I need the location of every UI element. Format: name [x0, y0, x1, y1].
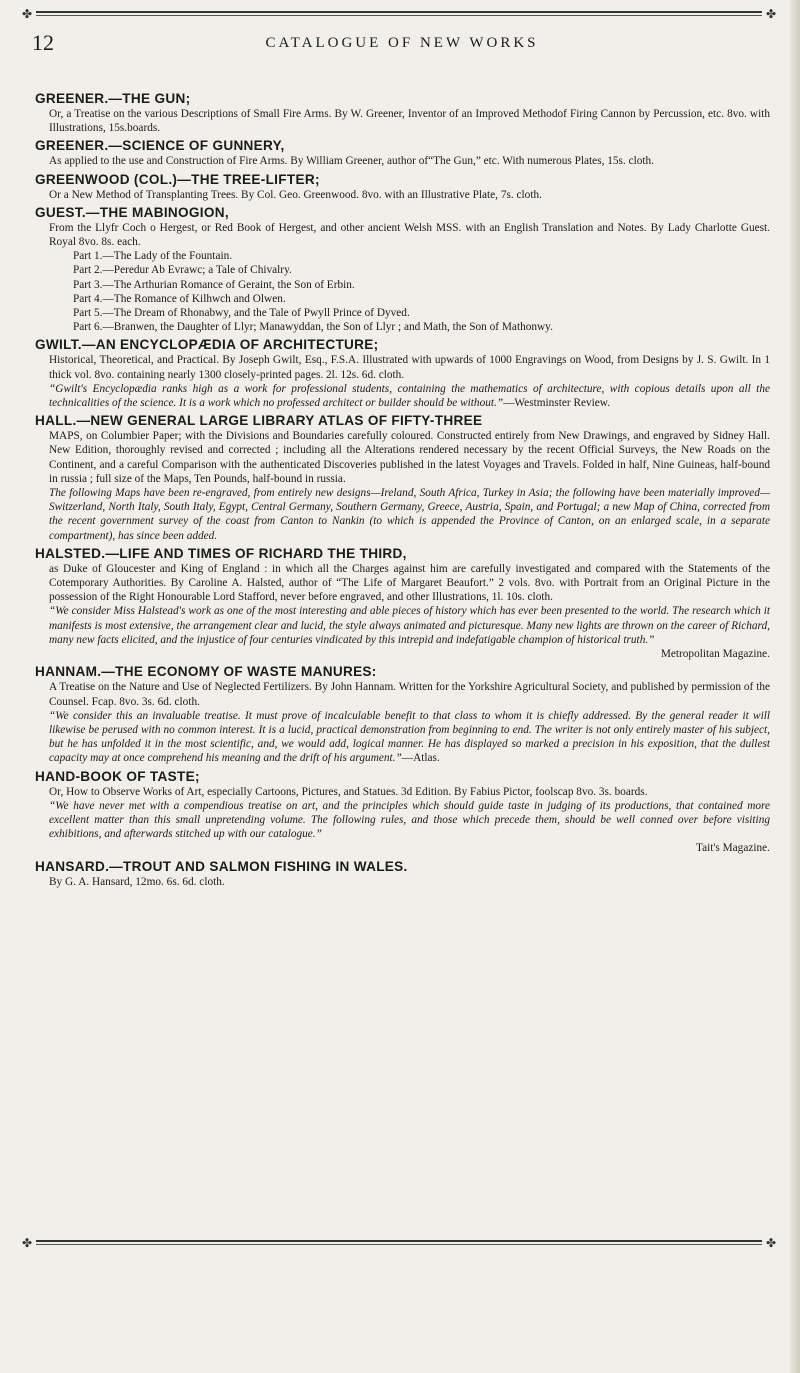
entry-description: Or, a Treatise on the various Descriptions of Small Fire Arms. By W. Greener, Inventor of an Improved Methodof Firing Cannon by Percussion, etc. 8vo. with Illustrations, 15s.boards. — [49, 108, 770, 135]
catalogue-entry — [35, 545, 770, 661]
entry-description: From the Llyfr Coch o Hergest, or Red Book of Hergest, and other ancient Welsh MSS. with an English Translation and Notes. By Lady Charlotte Guest. Royal 8vo. 8s. each. — [49, 221, 770, 249]
review-source: Metropolitan Magazine. — [660, 648, 770, 661]
entry-part-item: Part 3.—The Arthurian Romance of Geraint, the Son of Erbin. — [73, 278, 355, 291]
review-text: “We consider Miss Halstead's work as one of the most interesting and able pieces of history which has ever been presented to the world. The research which it manifests is most extensive, the arrangement clear and lucid, the style always animated and picturesque. Many new lights are thrown on the career of Richard, many new facts elicited, and the injustice of four centuries vindicated by this intrepid and indefatigable champion of historical truth.” — [49, 605, 770, 646]
scan-edge-shadow — [790, 0, 800, 1373]
entry-description: Or a New Method of Transplanting Trees. By Col. Geo. Greenwood. 8vo. with an Illustrative Plate, 7s. cloth. — [49, 188, 542, 201]
bottom-right-ornament-icon: ✤ — [765, 1236, 776, 1250]
review-source: —Atlas. — [401, 752, 440, 765]
entry-review-quote — [49, 709, 770, 766]
entry-heading: HAND-BOOK OF TASTE; — [35, 768, 200, 784]
entry-description: as Duke of Gloucester and King of England : in which all the Charges against him are carefully investigated and compared with the Statements of the Cotemporary Authorities. By Caroline A. Halsted, author of “The Life of Margaret Beaufort.” 2 vols. 8vo. with Portrait from an Original Picture in the possession of the Right Honourable Lord Stafford, never before engraved, and other Illustrations, 1l. 10s. cloth. — [49, 562, 770, 604]
entry-description: MAPS, on Columbier Paper; with the Divisions and Boundaries carefully coloured. Constructed entirely from New Drawings, and engraved by Sidney Hall. New Edition, thoroughly revised and corrected ; including all the Alterations rendered necessary by the recent Official Surveys, the New Roads on the Continent, and a careful Comparison with the authenticated Discoveries published in the latest Voyages and Travels. Folded in half, Nine Guineas, half-bound in russia ; full size of the Maps, Ten Pounds, half-bound in russia. — [49, 430, 770, 485]
entry-heading: GUEST.—THE MABINOGION, — [35, 204, 229, 220]
running-head: CATALOGUE OF NEW WORKS — [265, 35, 539, 51]
catalogue-entry — [35, 137, 770, 168]
entry-heading: HALSTED.—LIFE AND TIMES OF RICHARD THE THIRD, — [35, 545, 407, 561]
entry-part-item: Part 4.—The Romance of Kilhwch and Olwen. — [73, 292, 286, 305]
catalogue-entry — [35, 768, 770, 856]
catalogue-entry — [35, 412, 770, 543]
catalogue-entry — [35, 171, 770, 202]
review-text: The following Maps have been re-engraved, from entirely new designs—Ireland, South Africa, Turkey in Asia; the following have been materially improved—Switzerland, North Italy, South Italy, Egypt, Central Germany, Southern Germany, Greece, Austria, Spain, and Portugal; a new Map of China, corrected from the recent government survey of the coast from Canton to Nankin (to which is appended the Province of Canton, on an enlarged scale, in a separate compartment), has since been added. — [49, 487, 770, 542]
catalogue-entries — [35, 90, 770, 891]
left-ornament-icon: ✤ — [22, 7, 33, 21]
bottom-border-rule — [22, 1236, 776, 1250]
bottom-left-ornament-icon: ✤ — [22, 1236, 33, 1250]
entry-part-item: Part 5.—The Dream of Rhonabwy, and the Tale of Pwyll Prince of Dyved. — [73, 307, 410, 320]
review-text: “We consider this an invaluable treatise. It must prove of incalculable benefit to that class to whom it is chiefly addressed. By the general reader it will likewise be perused with no common interest. It is a lucid, practical demonstration from beginning to end. The writer is not only entirely master of his subject, but he has unfolded it in the most scientific, and, we would add, logical manner. He has displayed so marked a precision in his exposition, that the dullest capacity may at once comprehend his meaning and the drift of his argument.” — [49, 709, 770, 765]
entry-heading: HANSARD.—TROUT AND SALMON FISHING IN WALES. — [35, 858, 408, 874]
entry-description: Historical, Theoretical, and Practical. By Joseph Gwilt, Esq., F.S.A. Illustrated with upwards of 1000 Engravings on Wood, from Designs by J. S. Gwilt. In 1 thick vol. 8vo. containing nearly 1300 closely-printed pages. 2l. 12s. 6d. cloth. — [49, 354, 770, 381]
catalogue-entry — [35, 336, 770, 410]
review-source: —Westminster Review. — [503, 397, 611, 410]
entry-description: Or, How to Observe Works of Art, especially Cartoons, Pictures, and Statues. 3d Edition. By Fabius Pictor, foolscap 8vo. 3s. boards. — [49, 785, 648, 798]
catalogue-entry — [35, 204, 770, 335]
entry-heading: HALL.—NEW GENERAL LARGE LIBRARY ATLAS OF FIFTY-THREE — [35, 413, 483, 429]
entry-review-quote — [49, 382, 770, 410]
entry-heading: GREENER.—SCIENCE OF GUNNERY, — [35, 138, 285, 154]
catalogue-entry — [35, 858, 770, 889]
entry-review-quote — [49, 486, 770, 543]
catalogue-entry — [35, 90, 770, 135]
entry-part-item: Part 2.—Peredur Ab Evrawc; a Tale of Chivalry. — [73, 264, 292, 277]
entry-heading: GREENER.—THE GUN; — [35, 91, 191, 106]
page-number: 12 — [32, 30, 54, 55]
right-ornament-icon: ✤ — [765, 7, 776, 21]
top-border-rule — [22, 7, 776, 21]
review-text: “Gwilt's Encyclopædia ranks high as a work for professional students, containing the mathematics of architecture, with copious details upon all the technicalities of the science. It is a work which no professed architect or builder should be without.” — [49, 382, 770, 410]
entry-part-item: Part 1.—The Lady of the Fountain. — [73, 250, 233, 263]
entry-description: As applied to the use and Construction of Fire Arms. By William Greener, author of“The Gun,” etc. With numerous Plates, 15s. cloth. — [49, 155, 654, 168]
entry-description: A Treatise on the Nature and Use of Neglected Fertilizers. By John Hannam. Written for the Yorkshire Agricultural Society, and published by permission of the Counsel. Fcap. 8vo. 3s. 6d. cloth. — [49, 681, 770, 708]
review-source: Tait's Magazine. — [695, 842, 770, 855]
entry-review-quote — [49, 604, 770, 647]
review-text: “We have never met with a compendious treatise on art, and the principles which should guide taste in judging of its productions, that contained more excellent matter than this small unpretending volume. The following rules, and those which precede them, should be well conned over before visiting exhibitions, and afterwards stitched up with our catalogue.” — [49, 799, 770, 841]
entry-heading: GREENWOOD (COL.)—THE TREE-LIFTER; — [35, 171, 320, 187]
entry-part-item: Part 6.—Branwen, the Daughter of Llyr; Manawyddan, the Son of Llyr ; and Math, the Son of Mathonwy. — [73, 321, 553, 334]
catalogue-entry — [35, 663, 770, 765]
entry-description: By G. A. Hansard, 12mo. 6s. 6d. cloth. — [49, 875, 225, 888]
entry-heading: HANNAM.—THE ECONOMY OF WASTE MANURES: — [35, 664, 377, 680]
entry-review-quote — [49, 799, 770, 842]
entry-heading: GWILT.—AN ENCYCLOPÆDIA OF ARCHITECTURE; — [35, 337, 379, 353]
page-header — [32, 30, 772, 64]
